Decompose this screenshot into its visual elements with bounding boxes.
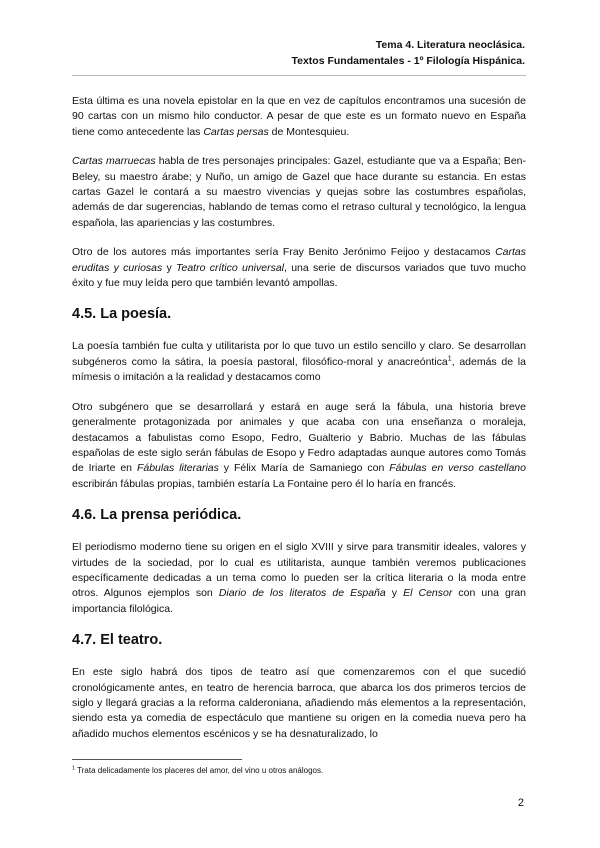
- page-number: 2: [517, 797, 524, 809]
- section-heading-poesia: 4.5. La poesía.: [72, 306, 172, 323]
- paragraph-poesia: La poesía también fue culta y utilitarista por lo que tuvo un estilo sencillo y claro. Se desarrollan subgéneros como la sátira, la poesía pastoral, filosófico-moral y anacreóntica$^1$, además de la mímesis o imitación a la realidad y destacamos como: [72, 340, 526, 384]
- header-course: Textos Fundamentales - 1º Filología Hispánica.: [291, 55, 525, 67]
- page-body: [72, 94, 526, 756]
- work-title: Cartas eruditas y curiosas: [72, 246, 526, 274]
- paragraph-cartas-marruecas: Cartas marruecas habla de tres personajes principales: Gazel, estudiante que va a España; Ben-Beley, su maestro árabe; y Nuño, un amigo de Gazel que hace durante su estancia. En estas cartas Gazel le contará a su maestro vivencias y quejas sobre las costumbres españolas, además de dar sugerencias, hablando de temas como el retraso cultural y tecnológico, la lengua española, las apariencias y las costumbres.: [72, 155, 526, 229]
- header-divider: [72, 75, 526, 76]
- work-title: Cartas persas: [203, 125, 269, 138]
- paragraph-prensa: El periodismo moderno tiene su origen en el siglo XVIII y sirve para transmitir ideales, valores y virtudes de la sociedad, por lo cual es utilitarista, aunque también veremos publicaciones específicamente dedicadas a un tema como lo pueden ser la crítica literaria o la moda entre otros. Algunos ejemplos son Diario de los literatos de España y El Censor con una gran importancia filológica.: [72, 541, 526, 615]
- paragraph-teatro: En este siglo habrá dos tipos de teatro así que comenzaremos con el que sucedió cronológicamente antes, en teatro de herencia barroca, que abarca los dos primeros tercios de siglo y llegará gracias a la reforma calderoniana, añadiendo más elementos a la representación, siendo esta ya comedia de espectáculo que mantiene su origen en la comedia nueva pero ha añadido muchos elementos escénicos y se ha desnaturalizado, lo: [72, 666, 526, 740]
- section-heading-teatro: 4.7. El teatro.: [72, 632, 163, 649]
- footnote-reference[interactable]: 1: [447, 355, 452, 363]
- section-heading-prensa: 4.6. La prensa periódica.: [72, 507, 242, 524]
- paragraph-fabula: Otro subgénero que se desarrollará y estará en auge será la fábula, una historia breve generalmente protagonizada por animales y que acaba con una enseñanza o moraleja, destacamos a fabulistas como Esopo, Fedro, Gualterio y Babrio. Muchas de las fábulas españolas de este siglo serán fábulas de Esopo y Fedro adaptadas aunque autores como Tomás de Iriarte en Fábulas literarias y Félix María de Samaniego con Fábulas en verso castellano escribirán fábulas propias, también estaría La Fontaine pero él lo haría en francés.: [72, 400, 526, 490]
- header-topic: Tema 4. Literatura neoclásica.: [375, 39, 525, 51]
- footnote-text: Trata delicadamente los placeres del amor, del vino u otros análogos.: [75, 766, 324, 775]
- footnote: [72, 765, 323, 776]
- work-title: Diario de los literatos de España: [218, 587, 386, 600]
- paragraph-feijoo: Otro de los autores más importantes sería Fray Benito Jerónimo Feijoo y destacamos Cartas eruditas y curiosas y Teatro crítico universal, una serie de discursos variados que tuvo mucho éxito y fue muy leída pero que también levantó ampollas.: [72, 246, 526, 290]
- footnote-mark: 1: [72, 765, 76, 772]
- page-header: [291, 37, 525, 69]
- paragraph-epistolary-novel: Esta última es una novela epistolar en la que en vez de capítulos encontramos una sucesión de 90 cartas con un mismo hilo conductor. A pesar de que este es un formato nuevo en España tiene como antecedente las Cartas persas de Montesquieu.: [72, 95, 526, 138]
- work-title: Fábulas literarias: [136, 462, 219, 475]
- footnote-divider: [72, 759, 242, 760]
- work-title: Cartas marruecas: [72, 155, 156, 168]
- work-title: Teatro crítico universal: [176, 261, 284, 274]
- work-title: El Censor: [403, 587, 453, 600]
- work-title: Fábulas en verso castellano: [389, 462, 526, 475]
